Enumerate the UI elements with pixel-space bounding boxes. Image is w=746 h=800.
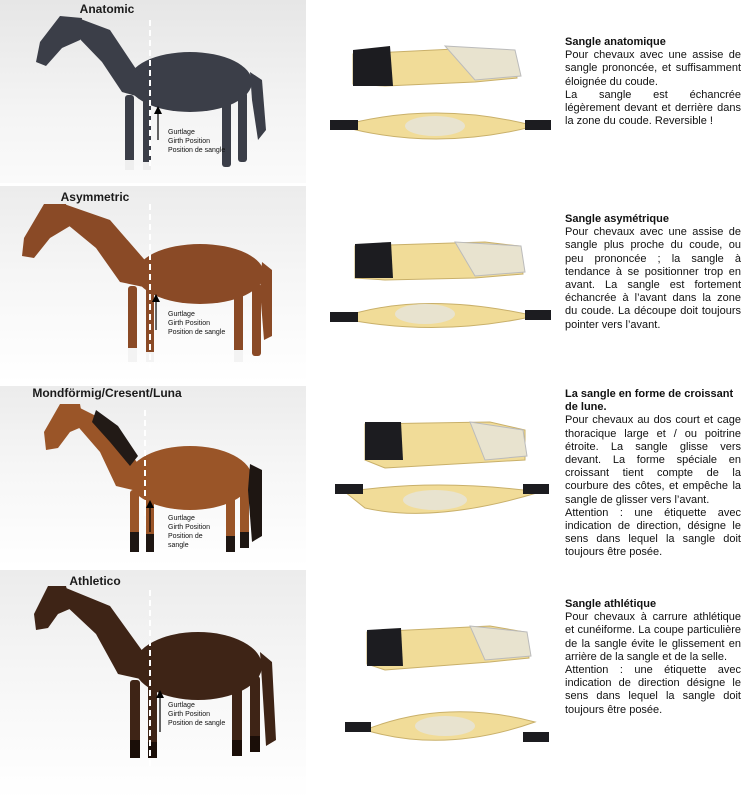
girth-image	[325, 416, 555, 526]
girth-label-fr: Position de	[168, 533, 203, 540]
girth-label-fr-cont: sangle	[168, 542, 189, 549]
description	[565, 598, 741, 717]
horse-image	[0, 0, 306, 183]
horse-image	[0, 386, 306, 567]
description-paragraph: Attention : une étiquette avec indication de direction désigne le sens dans lequel la sangle doit toujours être posée.	[565, 664, 741, 716]
girth-position-labels	[168, 310, 225, 337]
section-athletico	[0, 570, 746, 800]
description-paragraph: Attention : une étiquette avec indication de direction, désigne le sens dans lequel la sangle doit toujours être posée.	[565, 506, 741, 559]
girth-label-en: Girth Position	[168, 320, 211, 327]
girth-image	[325, 238, 555, 338]
girth-label-de: Gurtlage	[168, 129, 195, 136]
horse-title: Athletico	[69, 574, 121, 588]
description	[565, 213, 741, 332]
girth-label-fr: Position de sangle	[168, 147, 226, 154]
girth-label-fr: Position de sangle	[168, 329, 226, 336]
girth-label-fr: Position de sangle	[168, 720, 226, 727]
girth-image	[325, 618, 555, 748]
horse-image	[0, 186, 306, 383]
section-crescent	[0, 386, 746, 567]
girth-image	[325, 40, 555, 150]
horse-title: Mondförmig/Cresent/Luna	[32, 386, 182, 400]
description-paragraph: La sangle est échancrée légèrement devant et derrière dans la zone du coude. Reversible !	[565, 88, 741, 128]
description-title: Sangle asymétrique	[565, 213, 669, 225]
horse-panel	[0, 186, 306, 383]
horse-panel	[0, 386, 306, 567]
description	[565, 388, 741, 560]
horse-panel	[0, 0, 306, 183]
girth-position-labels	[168, 514, 210, 550]
horse-title: Asymmetric	[60, 190, 130, 204]
description	[565, 36, 741, 128]
girth-label-en: Girth Position	[168, 711, 211, 718]
description-paragraph: Pour chevaux avec une assise de sangle plus proche du coude, ou peu prononcée ; la sangle à tendance à se positionner trop en avant. La sangle est fortement échancrée à l’avant dans la zone du coude. La découpe doit toujours pointer vers l’avant.	[565, 226, 741, 331]
horse-title: Anatomic	[79, 2, 135, 16]
horse-image	[0, 570, 306, 800]
section-asymmetric	[0, 186, 746, 383]
description-title: Sangle athlétique	[565, 598, 657, 610]
girth-label-de: Gurtlage	[168, 702, 195, 709]
description-paragraph: Pour chevaux avec une assise de sangle prononcée, et suffisamment éloignée du coude.	[565, 49, 741, 88]
description-paragraph: Pour chevaux au dos court et cage thoracique large et / ou poitrine étroite. La sangle glisse vers devant. La forme spéciale en croissant tient compte de la courbure des côtes, et empêche la sangle de glisser vers l’avant.	[565, 414, 741, 506]
girth-position-labels	[168, 128, 225, 155]
girth-label-de: Gurtlage	[168, 515, 195, 522]
girth-position-labels	[168, 701, 225, 728]
girth-label-de: Gurtlage	[168, 311, 195, 318]
girth-label-en: Girth Position	[168, 138, 211, 145]
description-paragraph: Pour chevaux à carrure athlétique et cunéiforme. La coupe particulière de la sangle évite le glissement en arrière de la sangle et de la selle.	[565, 611, 741, 663]
section-anatomic	[0, 0, 746, 183]
description-title: Sangle anatomique	[565, 36, 666, 48]
girth-label-en: Girth Position	[168, 524, 211, 531]
horse-panel	[0, 570, 306, 800]
description-title: La sangle en forme de croissant de lune.	[565, 388, 734, 414]
